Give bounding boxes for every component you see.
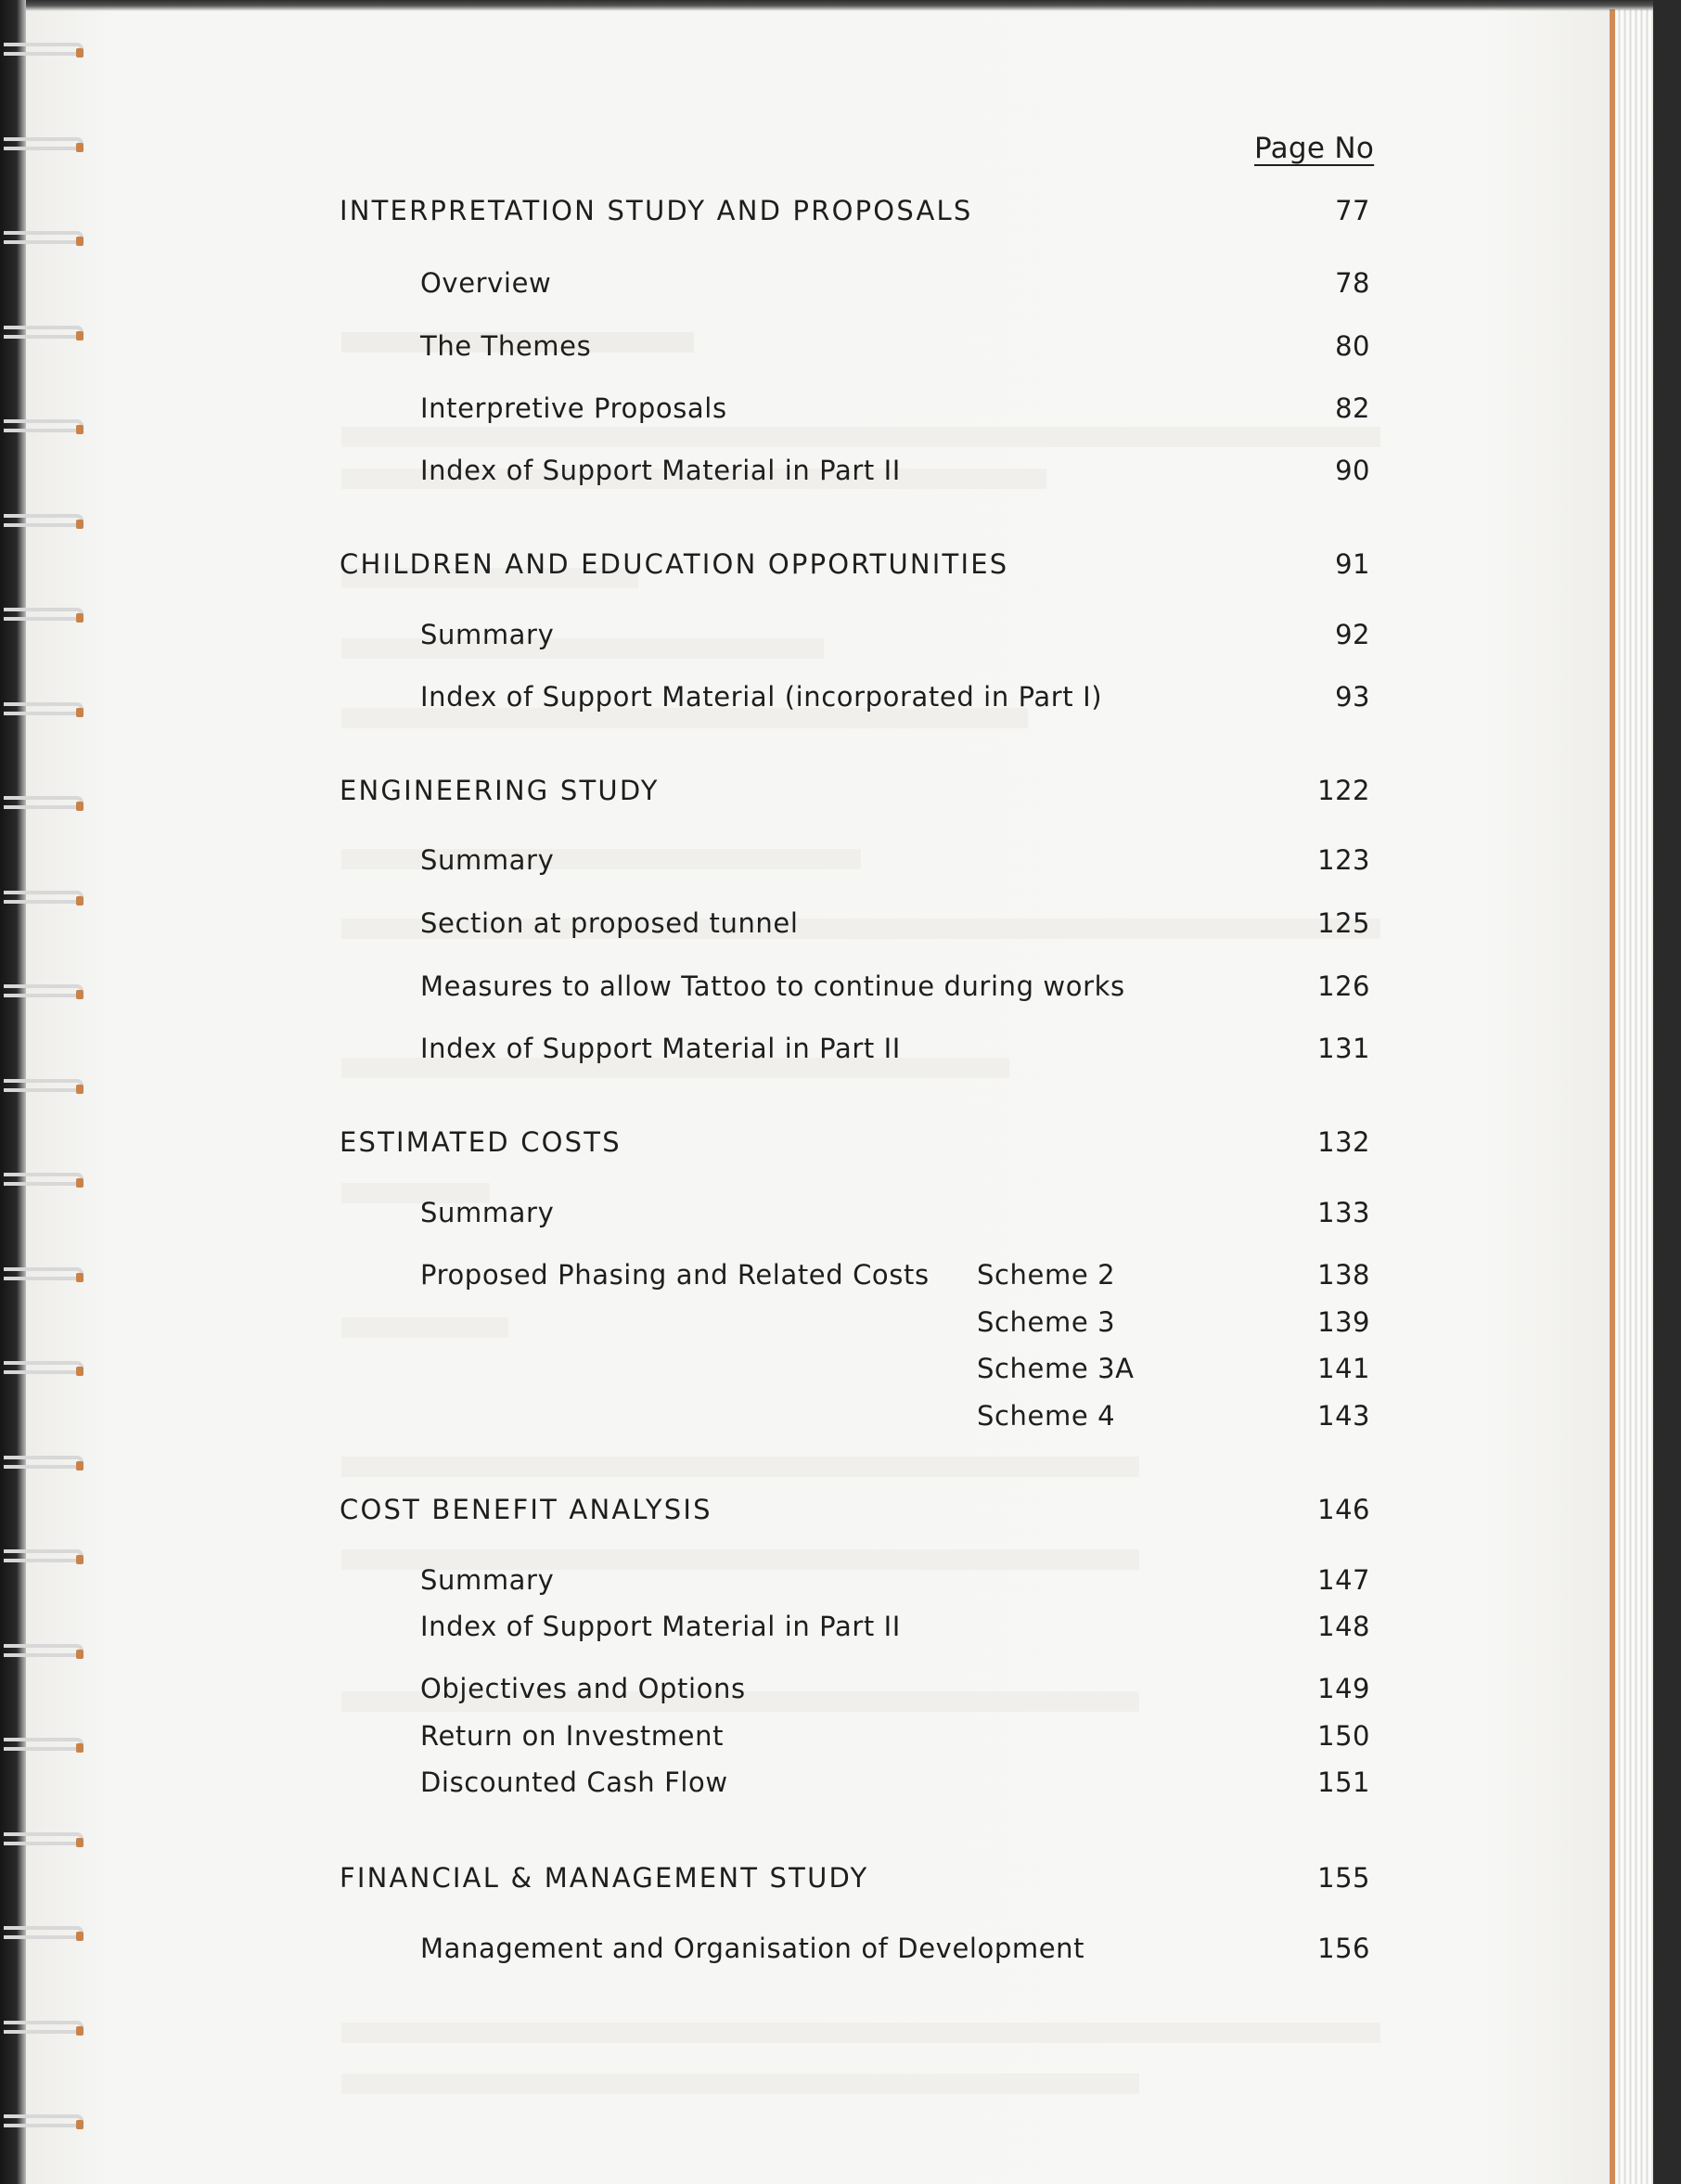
toc-section-row (0, 1862, 1610, 1903)
item-label: Index of Support Material in Part II (420, 1033, 901, 1064)
toc-section-row (0, 195, 1610, 236)
toc-section-row (0, 1494, 1610, 1535)
page-number: 150 (1317, 1720, 1370, 1752)
page-number: 122 (1317, 775, 1370, 806)
item-label: Summary (420, 844, 555, 876)
page-number: 92 (1335, 619, 1370, 650)
page-number: 132 (1317, 1126, 1370, 1158)
item-label: Summary (420, 1197, 555, 1228)
toc-item-row (0, 1400, 1610, 1441)
item-label: Return on Investment (420, 1720, 725, 1752)
scheme-label: Scheme 2 (977, 1259, 1116, 1291)
page-number: 138 (1317, 1259, 1370, 1291)
page-number: 151 (1317, 1766, 1370, 1798)
toc-item-row (0, 1720, 1610, 1761)
toc-item-row (0, 1259, 1610, 1300)
item-label: Index of Support Material in Part II (420, 1611, 901, 1642)
item-label: Measures to allow Tattoo to continue during works (420, 970, 1125, 1002)
toc-item-row (0, 844, 1610, 885)
toc-item-row (0, 1197, 1610, 1238)
toc-item-row (0, 1673, 1610, 1714)
page-number: 148 (1317, 1611, 1370, 1642)
section-title: ESTIMATED COSTS (340, 1126, 622, 1158)
section-title: FINANCIAL & MANAGEMENT STUDY (340, 1862, 869, 1894)
page-no-heading: Page No (1254, 132, 1375, 165)
page-number: 90 (1335, 455, 1370, 486)
toc-section-row (0, 775, 1610, 816)
toc-item-row (0, 1306, 1610, 1347)
toc-item-row (0, 970, 1610, 1011)
item-label: Summary (420, 1564, 555, 1596)
item-label: Summary (420, 619, 555, 650)
toc-item-row (0, 330, 1610, 371)
page-number: 80 (1335, 330, 1370, 362)
page-number: 139 (1317, 1306, 1370, 1338)
page-number: 126 (1317, 970, 1370, 1002)
page-number: 82 (1335, 392, 1370, 424)
toc-item-row (0, 619, 1610, 660)
item-label: Interpretive Proposals (420, 392, 727, 424)
toc-item-row (0, 455, 1610, 495)
toc-item-row (0, 1766, 1610, 1807)
toc-item-row (0, 681, 1610, 722)
page-number: 125 (1317, 907, 1370, 939)
section-title: INTERPRETATION STUDY AND PROPOSALS (340, 195, 973, 226)
scheme-label: Scheme 3A (977, 1353, 1135, 1384)
page-number: 147 (1317, 1564, 1370, 1596)
item-label: Index of Support Material in Part II (420, 455, 901, 486)
page-number: 131 (1317, 1033, 1370, 1064)
scheme-label: Scheme 4 (977, 1400, 1116, 1432)
toc-item-row (0, 1933, 1610, 1973)
toc-item-row (0, 267, 1610, 308)
toc-section-row (0, 548, 1610, 589)
page-number: 155 (1317, 1862, 1370, 1894)
toc-section-row (0, 1126, 1610, 1167)
section-title: ENGINEERING STUDY (340, 775, 660, 806)
page-number: 156 (1317, 1933, 1370, 1964)
page-number: 146 (1317, 1494, 1370, 1525)
toc-item-row (0, 1564, 1610, 1605)
toc-item-row (0, 392, 1610, 433)
item-label: Index of Support Material (incorporated in Part I) (420, 681, 1103, 713)
toc-item-row (0, 1353, 1610, 1394)
page-number: 123 (1317, 844, 1370, 876)
toc-item-row (0, 907, 1610, 948)
item-label: The Themes (420, 330, 592, 362)
background-edge (1653, 0, 1681, 2184)
toc-item-row (0, 1611, 1610, 1651)
section-title: COST BENEFIT ANALYSIS (340, 1494, 712, 1525)
page-number: 78 (1335, 267, 1370, 299)
section-title: CHILDREN AND EDUCATION OPPORTUNITIES (340, 548, 1009, 580)
scheme-label: Scheme 3 (977, 1306, 1116, 1338)
page-number: 143 (1317, 1400, 1370, 1432)
item-label: Management and Organisation of Development (420, 1933, 1085, 1964)
page-number: 91 (1335, 548, 1370, 580)
toc-item-row (0, 1033, 1610, 1073)
item-label: Objectives and Options (420, 1673, 746, 1704)
item-label: Proposed Phasing and Related Costs (420, 1259, 930, 1291)
page-number: 93 (1335, 681, 1370, 713)
page-number: 133 (1317, 1197, 1370, 1228)
page-number: 149 (1317, 1673, 1370, 1704)
item-label: Discounted Cash Flow (420, 1766, 728, 1798)
item-label: Overview (420, 267, 552, 299)
item-label: Section at proposed tunnel (420, 907, 799, 939)
page-number: 77 (1335, 195, 1370, 226)
page-edges (1610, 9, 1656, 2184)
page-number: 141 (1317, 1353, 1370, 1384)
